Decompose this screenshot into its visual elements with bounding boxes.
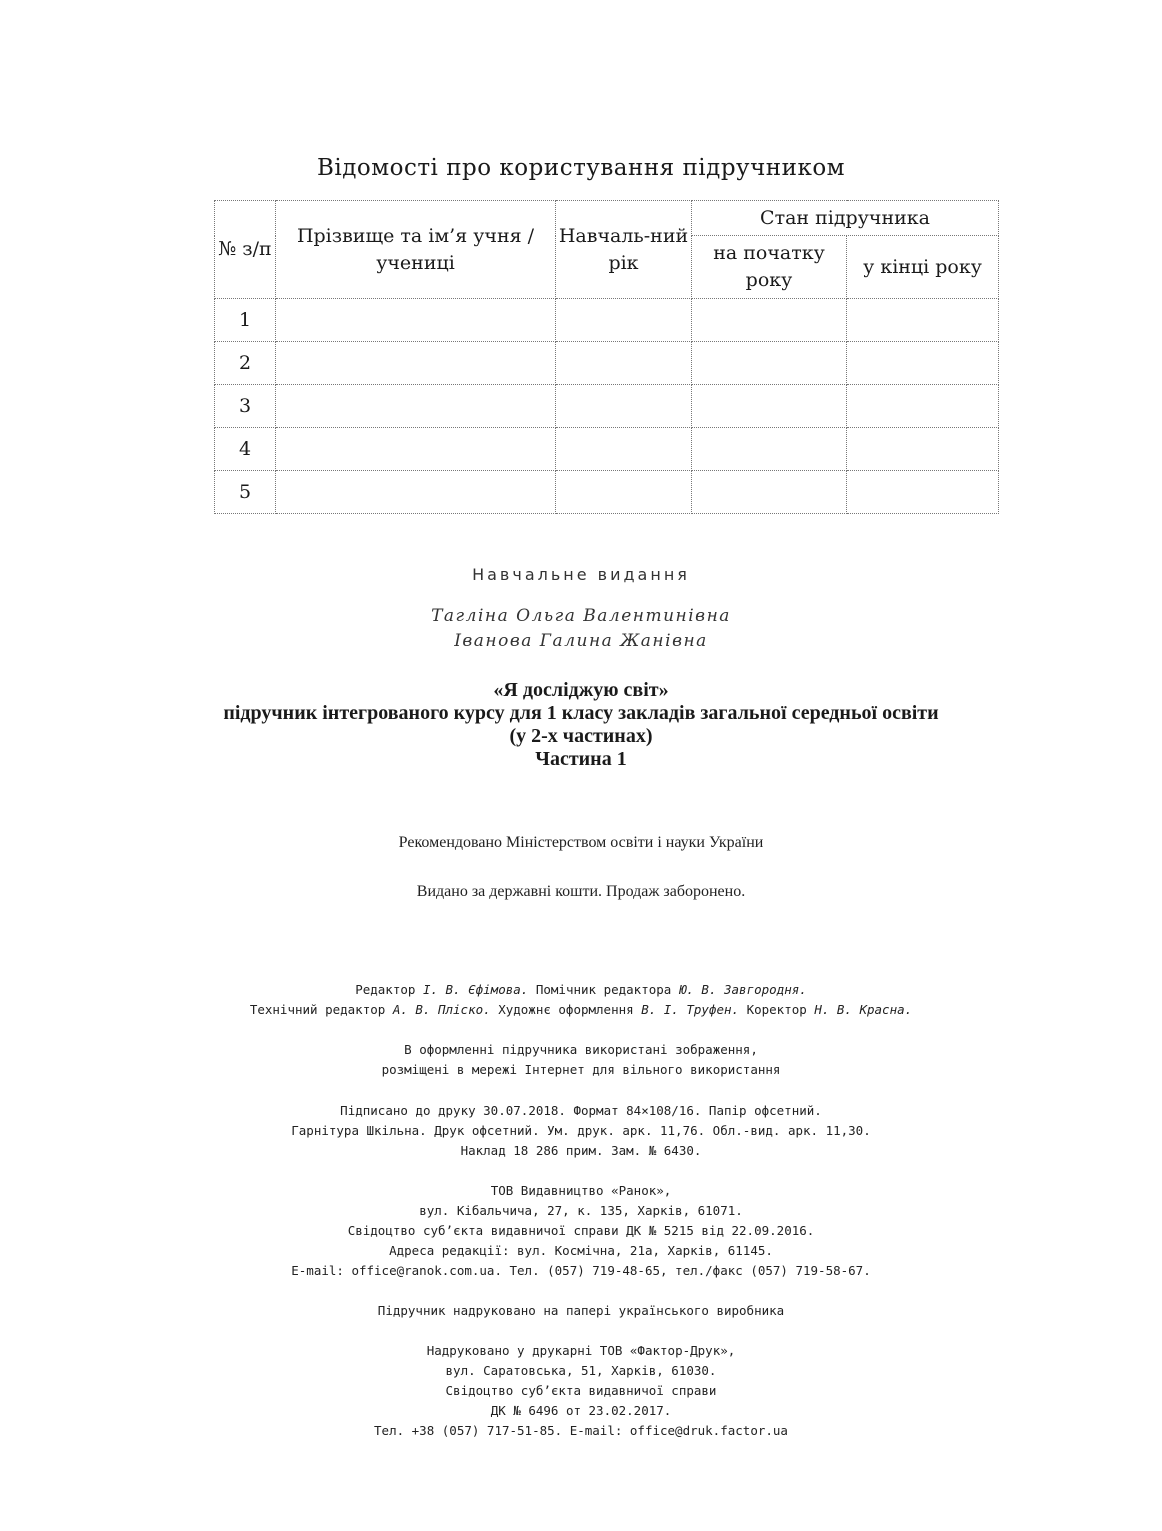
- cell: [692, 342, 847, 385]
- page-title: Відомості про користування підручником: [316, 155, 846, 181]
- cell: [556, 342, 692, 385]
- row-number: 5: [215, 471, 276, 514]
- print-info-line: Підписано до друку 30.07.2018. Формат 84×108/16. Папір офсетний.: [340, 1103, 822, 1118]
- cell: [847, 428, 999, 471]
- cell: [276, 428, 556, 471]
- book-part: Частина 1: [535, 748, 627, 770]
- note-line: В оформленні підручника використані зображення,: [404, 1042, 758, 1057]
- book-parts: (у 2-х частинах): [509, 725, 653, 747]
- publisher-line: Адреса редакції: вул. Космічна, 21а, Харків, 61145.: [389, 1243, 773, 1258]
- print-info: [0, 1101, 1162, 1161]
- table-row: [215, 428, 999, 471]
- paper-note: Підручник надруковано на папері українського виробника: [377, 1303, 785, 1318]
- book-title: «Я досліджую світ»: [493, 679, 669, 701]
- usage-table: [214, 200, 999, 514]
- credit-role: Редактор: [355, 982, 416, 997]
- col-header-year: Навчаль-ний рік: [556, 201, 692, 299]
- credit-person: І. В. Єфімова.: [422, 982, 529, 997]
- credit-role: Коректор: [746, 1002, 807, 1017]
- images-note: [0, 1040, 1162, 1080]
- table-row: [215, 471, 999, 514]
- credit-person: А. В. Пліско.: [392, 1002, 491, 1017]
- credit-person: В. І. Труфен.: [641, 1002, 740, 1017]
- row-number: 1: [215, 299, 276, 342]
- table-row: [215, 385, 999, 428]
- cell: [276, 299, 556, 342]
- edition-type: Навчальне видання: [472, 565, 690, 584]
- credit-person: Ю. В. Завгородня.: [678, 982, 807, 997]
- cell: [556, 471, 692, 514]
- publisher-line: ТОВ Видавництво «Ранок»,: [490, 1183, 672, 1198]
- publisher-line: E-mail: office@ranok.com.ua. Тел. (057) 719-48-65, тел./факс (057) 719-58-67.: [291, 1263, 871, 1278]
- printer-info: [0, 1341, 1162, 1441]
- cell: [556, 299, 692, 342]
- book-info: [0, 679, 1162, 771]
- state-funds-note: Видано за державні кошти. Продаж заборонено.: [416, 883, 746, 900]
- book-subtitle: підручник інтегрованого курсу для 1 класу закладів загальної середньої освіти: [223, 702, 939, 724]
- row-number: 3: [215, 385, 276, 428]
- row-number: 2: [215, 342, 276, 385]
- cell: [692, 299, 847, 342]
- credit-role: Художнє оформлення: [498, 1002, 634, 1017]
- publisher-info: [0, 1181, 1162, 1281]
- table-row: [215, 342, 999, 385]
- cell: [276, 342, 556, 385]
- cell: [847, 299, 999, 342]
- cell: [556, 428, 692, 471]
- author-name: Тагліна Ольга Валентинівна: [431, 606, 731, 626]
- credit-role: Помічник редактора: [535, 982, 672, 997]
- col-header-name: Прізвище та ім’я учня / учениці: [276, 201, 556, 299]
- cell: [276, 385, 556, 428]
- cell: [556, 385, 692, 428]
- author-name: Іванова Галина Жанівна: [454, 631, 708, 651]
- credits: [0, 980, 1162, 1020]
- col-header-state: Стан підручника: [692, 201, 999, 236]
- col-header-number: № з/п: [215, 201, 276, 299]
- recommendation: Рекомендовано Міністерством освіти і науки України: [398, 834, 764, 851]
- print-info-line: Наклад 18 286 прим. Зам. № 6430.: [460, 1143, 702, 1158]
- publisher-line: Свідоцтво суб’єкта видавничої справи ДК № 5215 від 22.09.2016.: [347, 1223, 815, 1238]
- credits-line: [0, 1000, 1162, 1020]
- cell: [847, 385, 999, 428]
- printer-line: Надруковано у друкарні ТОВ «Фактор-Друк»,: [426, 1343, 736, 1358]
- note-line: розміщені в мережі Інтернет для вільного використання: [381, 1062, 781, 1077]
- cell: [692, 385, 847, 428]
- printer-line: ДК № 6496 от 23.02.2017.: [490, 1403, 672, 1418]
- row-number: 4: [215, 428, 276, 471]
- col-header-state-end: у кінці року: [847, 236, 999, 299]
- cell: [276, 471, 556, 514]
- publisher-line: вул. Кібальчича, 27, к. 135, Харків, 61071.: [419, 1203, 743, 1218]
- cell: [692, 428, 847, 471]
- credit-role: Технічний редактор: [249, 1002, 386, 1017]
- printer-line: Свідоцтво суб’єкта видавничої справи: [445, 1383, 717, 1398]
- table-row: [215, 299, 999, 342]
- col-header-state-start: на початку року: [692, 236, 847, 299]
- print-info-line: Гарнітура Шкільна. Друк офсетний. Ум. друк. арк. 11,76. Обл.-вид. арк. 11,30.: [291, 1123, 871, 1138]
- printer-line: Тел. +38 (057) 717-51-85. E-mail: office@druk.factor.ua: [374, 1423, 788, 1438]
- printer-line: вул. Саратовська, 51, Харків, 61030.: [445, 1363, 717, 1378]
- cell: [847, 471, 999, 514]
- authors: [0, 604, 1162, 654]
- credits-line: [0, 980, 1162, 1000]
- credit-person: Н. В. Красна.: [814, 1002, 913, 1017]
- cell: [692, 471, 847, 514]
- cell: [847, 342, 999, 385]
